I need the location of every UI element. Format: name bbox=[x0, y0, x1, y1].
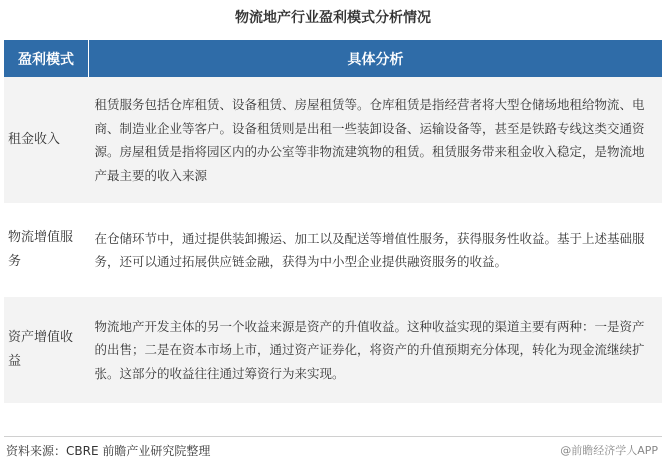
row-mode-cell: 资产增值收益 bbox=[4, 297, 89, 403]
footer-divider bbox=[4, 436, 662, 437]
table-row bbox=[4, 203, 662, 297]
header-mode: 盈利模式 bbox=[4, 40, 89, 77]
profit-model-table bbox=[4, 40, 662, 403]
table-header-row bbox=[4, 40, 662, 77]
row-mode-cell: 物流增值服务 bbox=[4, 203, 89, 297]
row-analysis-cell: 租赁服务包括仓库租赁、设备租赁、房屋租赁等。仓库租赁是指经营者将大型仓储场地租给物流、电商、制造业企业等客户。设备租赁则是出租一些装卸设备、运输设备等，甚至是铁路专线这类交通资源。房屋租赁是指将园区内的办公室等非物流建筑物的租赁。租赁服务带来租金收入稳定，是物流地产最主要的收入来源 bbox=[89, 77, 663, 203]
row-analysis-cell: 在仓储环节中，通过提供装卸搬运、加工以及配送等增值性服务，获得服务性收益。基于上述基础服务，还可以通过拓展供应链金融，获得为中小型企业提供融资服务的收益。 bbox=[89, 203, 663, 297]
row-mode-cell: 租金收入 bbox=[4, 77, 89, 203]
table-row bbox=[4, 297, 662, 403]
page-title: 物流地产行业盈利模式分析情况 bbox=[235, 10, 431, 26]
brand-watermark: @前瞻经济学人APP bbox=[560, 444, 658, 457]
header-analysis: 具体分析 bbox=[89, 40, 663, 77]
table-row bbox=[4, 77, 662, 203]
source-note: 资料来源：CBRE 前瞻产业研究院整理 bbox=[6, 444, 211, 458]
row-analysis-cell: 物流地产开发主体的另一个收益来源是资产的升值收益。这种收益实现的渠道主要有两种：一是资产的出售；二是在资本市场上市，通过资产证券化，将资产的升值预期充分体现，转化为现金流继续扩张。这部分的收益往往通过筹资行为来实现。 bbox=[89, 297, 663, 403]
